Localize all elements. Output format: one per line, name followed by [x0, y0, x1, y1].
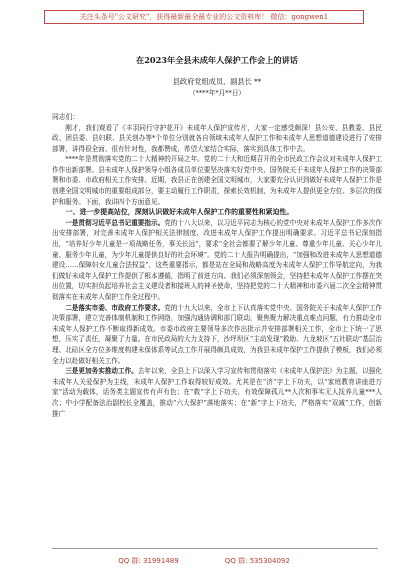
salutation: 同志们： — [52, 113, 80, 121]
document-author: 县政府党组成员、副县长 ** — [172, 77, 262, 86]
paragraph — [52, 218, 382, 303]
paragraph: ****年是贯彻落实党的二十大精神的开局之年。党的二十大和近期召开的全市民政工作会议对未成年人保护工作作出新部署。县未成年人保护领导小组各成员单位要坚决落实好党中央、国务院关于未成年人保护工作的决策部署和市委、市政府相关工作安排。近期，我县正在创建全国文明城市，大家要充分认识到做好未成年人保护工作是创建全国文明城市的重要组成部分，要主动履行工作职责，探索长效机制，为未成年人提供更全方位、多层次的保护和服务。下面，我讲四个方面意见。 — [52, 155, 382, 206]
document-date: （****年*月**日） — [188, 89, 246, 97]
footer — [0, 552, 408, 570]
footer-divider — [52, 548, 378, 549]
footer-qq-group-1: QQ 群: 31991489 — [118, 557, 179, 565]
document-page — [52, 54, 382, 542]
section-heading: 一、进一步提高站位，深刻认识做好未成年人保护工作的重要性和紧迫性。 — [65, 208, 294, 217]
promo-banner: 关注头条号"公文研究"，获得最新最全最专业的公文资料库！ 微信：gongwen1 — [44, 10, 364, 24]
paragraph — [52, 303, 382, 367]
subsection-lead: 三是更加务实推动工作。 — [65, 367, 138, 376]
subsection-text: 党的十九大以来，全市上下认真落实党中央、国务院关于未成年人保护工作决策部署，建立完善体制机制和工作网络，加强沟通协调和部门联动，聚焦聚力解决重点难点问题，有力推动全市未成年人保护工作不断取得新成效。市委市政府主要领导多次作出批示并安排部署相关工作，全市上下统一了思想，压实了责任，凝聚了力量。在市民政局的大力支持下，沙坪坝区“主动发现”救助、九龙坡区“五社联动”基层治理、北碚区全方位多维度构建未保体系等试点工作开展得颇具成效，为我县未成年保护工作提供了模板，我们必须全力以赴做好相关工作。 — [52, 303, 382, 365]
subsection-lead: 一是贯彻习近平总书记重要指示。 — [65, 218, 165, 227]
subsection-text: 去年以来，全县上下以深入学习宣传和贯彻落实《未成年人保护法》为主题，以强化未成年人关爱保护为主线，未成年人保护工作取得较好成效。尤其是在“济”字上下功夫，以“家庭教育讲座进万家”活动为载体，话务类主题宣传有声有色；在“救”字上下功夫，有效保障孤儿**人次和事实无人抚养儿童***人次；中小学配备法治副校长全覆盖，推动“六大保护”落地落实；在“新”字上下功夫，严格落实“双减”工作，创新推广 — [52, 367, 382, 418]
paragraph — [52, 366, 382, 419]
document-title: 在2023年全县未成年人保护工作会上的讲话 — [136, 55, 298, 65]
footer-qq-group-2: QQ 群: 535304092 — [224, 557, 290, 565]
subsection-text: 党的十八大以来，以习近平同志为核心的党中央对未成年人保护工作多次作出安排部署，对完善未成年人保护相关法律制度、改进未成年人保护工作提出明确要求。习近平总书记深刻指出，“培养好少年儿童是一项战略任务，事关长远”，要求“全社会都要了解少年儿童、尊重少年儿童、关心少年儿童、服务少年儿童，为少年儿童提供良好的社会环境”。党的二十大报告明确提出，“加强和改进未成年人思想道德建设……保障妇女儿童合法权益”，这些重要指示，都是站在全局和战略高度为未成年人保护工作导航定向，为我们做好未成年人保护工作提供了根本遵循，指明了前进方向。我们必须深刻领会，坚持把未成年人保护工作摆在突出位置，切实担负起培养社会主义建设者和接班人的神圣使命，坚持把党的二十大精神和市委六届二次全会精神贯彻落实在未成年人保护工作全过程中。 — [52, 218, 382, 301]
subsection-lead: 二是落实市委、市政府工作要求。 — [65, 303, 165, 312]
paragraph: 刚才，我们观看了《丰羽同行守护花开》未成年人保护宣传片，大家一定感受颇深！县公安、县教委、县民政、团县委、县妇联、县关创办等*个单位分别就各自领域未成年人保护工作和未成年人思想道德建设进行了安排部署，讲得很全面、很有针对性，我都赞成，希望大家结合实际，落实到具体工作中去。 — [52, 123, 382, 153]
